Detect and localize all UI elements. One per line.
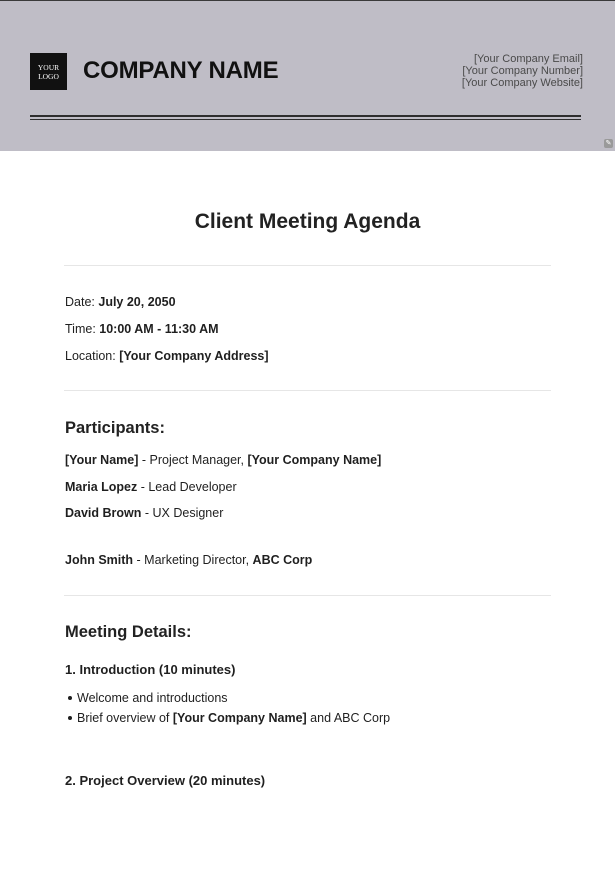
participant-role: - Marketing Director, xyxy=(133,553,253,567)
bullet-dot-icon xyxy=(68,716,72,720)
bullet-text-tail: and ABC Corp xyxy=(306,711,391,725)
meta-location xyxy=(65,349,269,363)
company-logo: YOUR LOGO xyxy=(30,53,67,90)
participant-role: - UX Designer xyxy=(141,506,224,520)
divider xyxy=(64,595,551,596)
header-rule-thick xyxy=(30,115,581,117)
page-title: Client Meeting Agenda xyxy=(194,210,421,233)
participant-name: John Smith xyxy=(65,553,134,567)
participant-row xyxy=(65,506,223,520)
company-number: [Your Company Number] xyxy=(462,65,583,77)
agenda-item-title: 1. Introduction (10 minutes) xyxy=(65,662,236,677)
participant-row xyxy=(65,480,237,494)
bullet-bold-text: [Your Company Name] xyxy=(172,711,307,725)
agenda-bullet xyxy=(68,711,390,725)
participant-role: - Project Manager, xyxy=(138,453,248,467)
location-value: [Your Company Address] xyxy=(119,349,269,363)
bullet-text: Welcome and introductions xyxy=(77,691,228,705)
agenda-bullet xyxy=(68,691,228,705)
company-name: COMPANY NAME xyxy=(83,57,279,84)
participant-org: [Your Company Name] xyxy=(247,453,382,467)
location-label: Location: xyxy=(65,349,116,363)
meeting-details-heading: Meeting Details: xyxy=(65,623,192,641)
company-email: [Your Company Email] xyxy=(473,53,583,65)
date-value: July 20, 2050 xyxy=(98,295,176,309)
divider xyxy=(64,390,551,391)
document-header xyxy=(0,0,615,151)
participants-heading: Participants: xyxy=(65,419,165,437)
participant-name: [Your Name] xyxy=(65,453,139,467)
company-contact-block xyxy=(462,53,583,89)
bullet-dot-icon xyxy=(68,696,72,700)
meta-date xyxy=(65,295,176,309)
participant-row xyxy=(65,553,312,567)
participant-name: Maria Lopez xyxy=(65,480,138,494)
participant-row xyxy=(65,453,381,467)
meta-time xyxy=(65,322,219,336)
header-rule-thin xyxy=(30,119,581,120)
participant-name: David Brown xyxy=(65,506,142,520)
participant-role: - Lead Developer xyxy=(137,480,237,494)
agenda-item-title: 2. Project Overview (20 minutes) xyxy=(65,773,266,788)
time-value: 10:00 AM - 11:30 AM xyxy=(99,322,219,336)
time-label: Time: xyxy=(65,322,96,336)
divider xyxy=(64,265,551,266)
company-website: [Your Company Website] xyxy=(461,77,583,89)
participant-org: ABC Corp xyxy=(252,553,313,567)
date-label: Date: xyxy=(65,295,95,309)
bullet-text: Brief overview of xyxy=(77,711,173,725)
edit-corner-icon[interactable]: ✎ xyxy=(605,140,612,147)
